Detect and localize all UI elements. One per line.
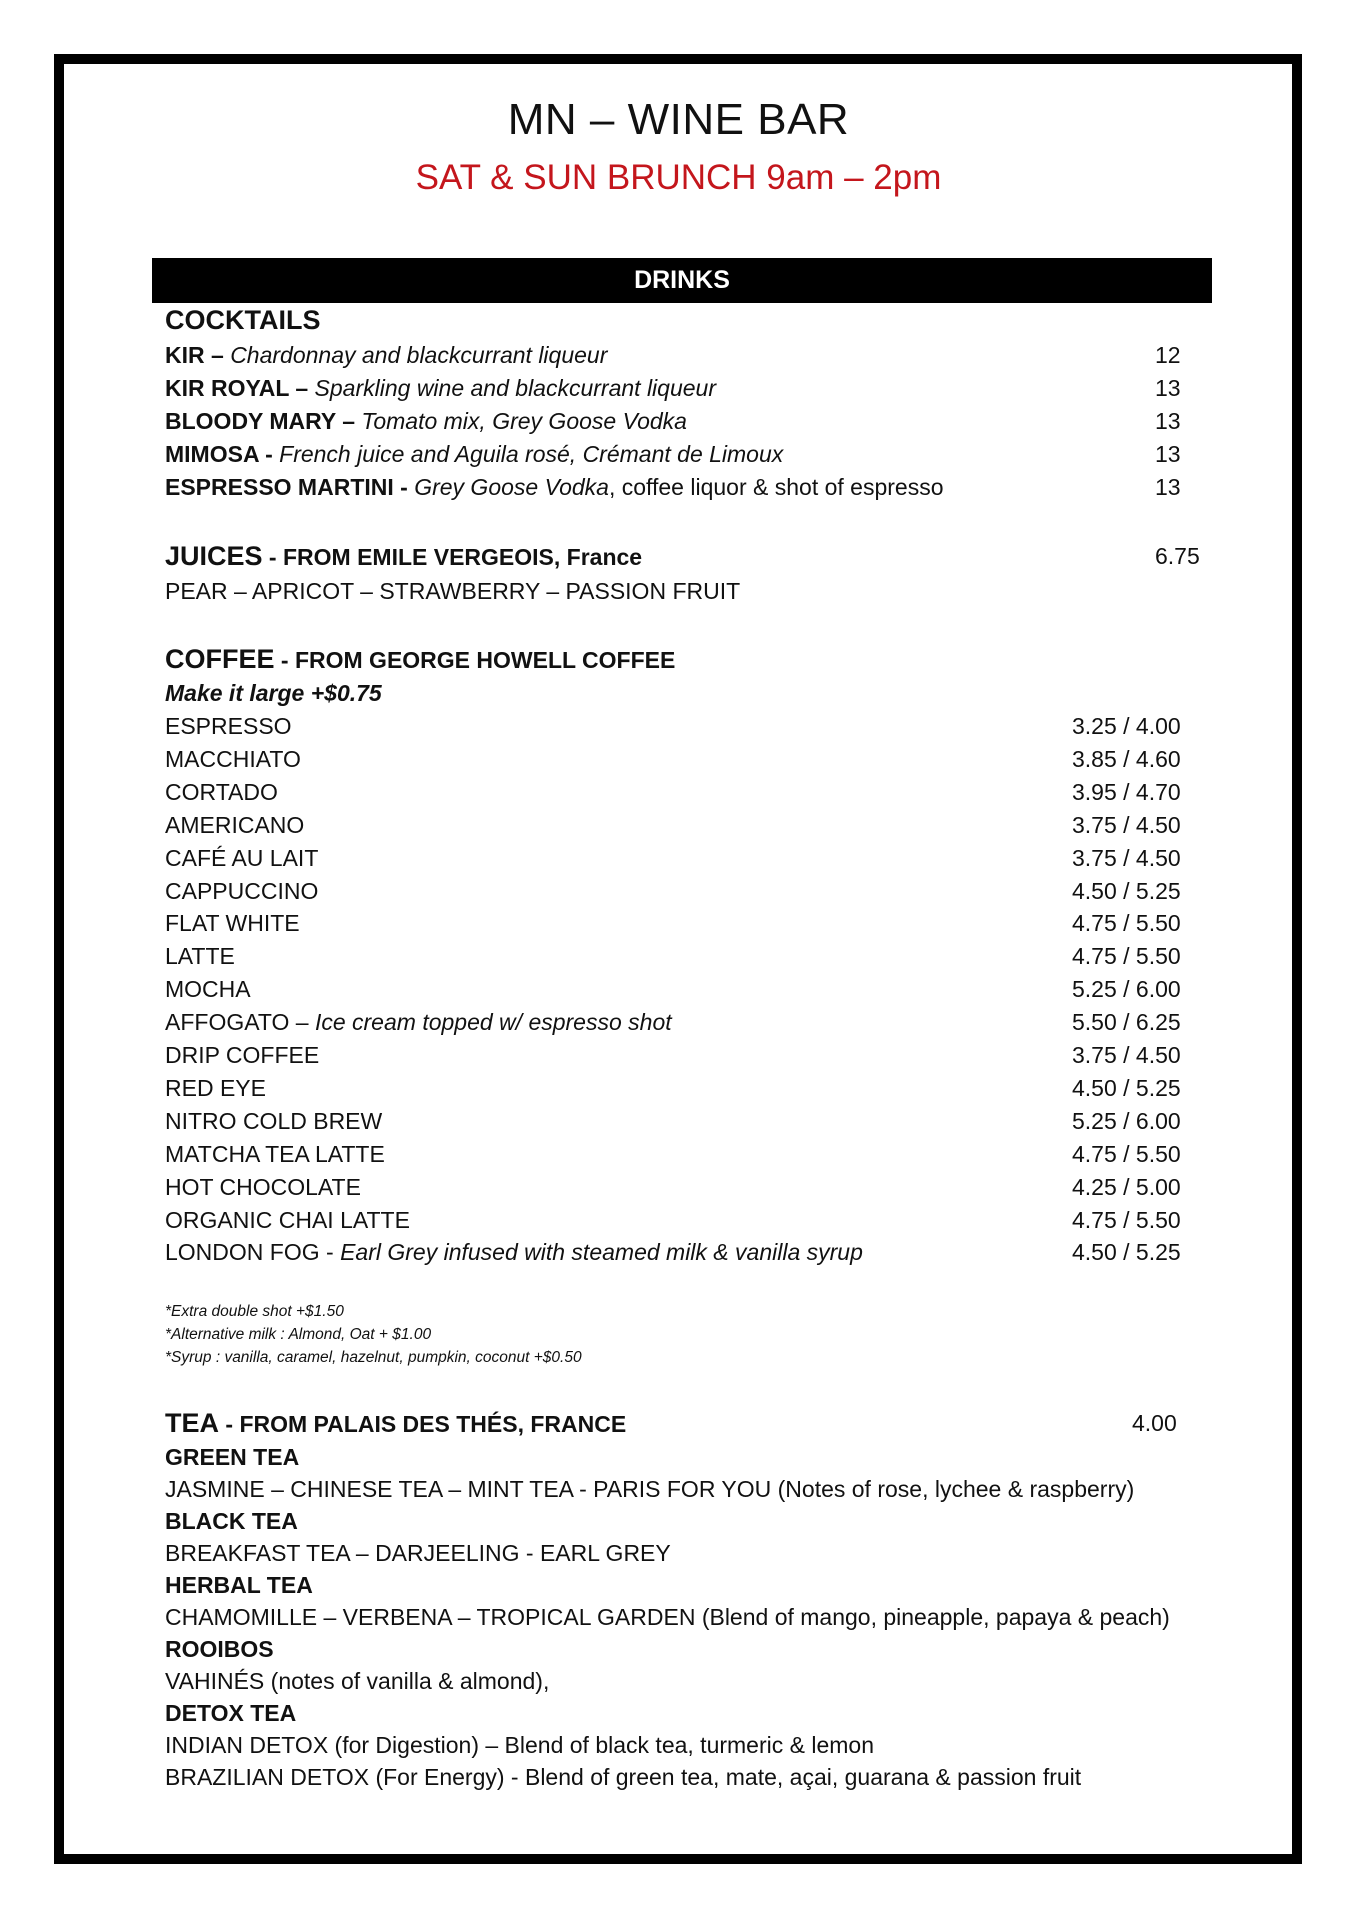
tea-group-name: HERBAL TEA xyxy=(165,1572,313,1598)
item-name: MOCHA xyxy=(165,976,251,1003)
item-price: 4.75 / 5.50 xyxy=(1072,910,1181,937)
item-name: AFFOGATO – xyxy=(165,1009,315,1036)
coffee-item xyxy=(165,842,318,874)
item-price: 4.75 / 5.50 xyxy=(1072,943,1181,970)
cocktail-item xyxy=(165,339,607,371)
coffee-item xyxy=(165,1039,319,1071)
tea-group-items: INDIAN DETOX (for Digestion) – Blend of black tea, turmeric & lemon xyxy=(165,1732,875,1758)
juices-price: 6.75 xyxy=(1155,543,1200,569)
cocktail-item xyxy=(165,405,687,437)
item-price: 4.50 / 5.25 xyxy=(1072,1239,1181,1266)
coffee-item xyxy=(165,1072,266,1104)
item-price: 12 xyxy=(1155,342,1181,368)
coffee-item xyxy=(165,1105,382,1137)
tea-group-items: BRAZILIAN DETOX (For Energy) - Blend of green tea, mate, açai, guarana & passion fruit xyxy=(165,1764,1082,1790)
item-description: Sparkling wine and blackcurrant liqueur xyxy=(314,375,716,401)
item-name: NITRO COLD BREW xyxy=(165,1107,383,1134)
item-name: DRIP COFFEE xyxy=(165,1042,320,1068)
item-price: 3.95 / 4.70 xyxy=(1072,778,1181,805)
coffee-item xyxy=(165,1138,385,1170)
juices-heading xyxy=(165,540,642,572)
coffee-heading xyxy=(165,643,675,675)
item-description: Grey Goose Vodka xyxy=(414,474,609,500)
coffee-item xyxy=(165,1006,672,1038)
tea-price: 4.00 xyxy=(1132,1410,1177,1436)
item-price: 4.50 / 5.25 xyxy=(1072,1074,1181,1101)
cocktail-item xyxy=(165,471,944,503)
coffee-item xyxy=(165,875,318,907)
page-title: MN – WINE BAR xyxy=(507,95,850,144)
item-name: CAFÉ AU LAIT xyxy=(165,844,319,871)
coffee-item xyxy=(165,809,304,841)
item-description: Chardonnay and blackcurrant liqueur xyxy=(230,342,608,368)
coffee-note: *Alternative milk : Almond, Oat + $1.00 xyxy=(165,1326,432,1343)
item-description-extra: , coffee liquor & shot of espresso xyxy=(608,474,944,500)
coffee-item xyxy=(165,940,235,972)
tea-group-name: DETOX TEA xyxy=(165,1700,297,1726)
tea-title: TEA xyxy=(165,1408,219,1438)
item-name: AMERICANO xyxy=(165,811,305,838)
item-description: French juice and Aguila rosé, Crémant de Limoux xyxy=(279,441,784,467)
coffee-title: COFFEE xyxy=(165,644,275,674)
coffee-source: - FROM GEORGE HOWELL COFFEE xyxy=(274,647,676,673)
cocktail-item xyxy=(165,372,716,404)
coffee-item xyxy=(165,1236,863,1268)
coffee-item xyxy=(165,1171,361,1203)
item-price: 3.25 / 4.00 xyxy=(1072,713,1181,739)
coffee-large-note: Make it large +$0.75 xyxy=(165,680,382,706)
tea-group-name: BLACK TEA xyxy=(165,1508,298,1534)
item-price: 5.50 / 6.25 xyxy=(1072,1009,1181,1036)
juices-source: - FROM EMILE VERGEOIS, France xyxy=(262,544,643,570)
coffee-note: *Syrup : vanilla, caramel, hazelnut, pumpkin, coconut +$0.50 xyxy=(165,1349,582,1366)
item-description: Tomato mix, Grey Goose Vodka xyxy=(361,408,687,434)
cocktail-item xyxy=(165,438,783,470)
item-name: HOT CHOCOLATE xyxy=(165,1173,361,1200)
item-price: 3.75 / 4.50 xyxy=(1072,811,1181,838)
item-price: 4.25 / 5.00 xyxy=(1072,1173,1181,1200)
item-price: 4.75 / 5.50 xyxy=(1072,1140,1181,1167)
item-price: 13 xyxy=(1155,474,1181,500)
item-name: MATCHA TEA LATTE xyxy=(165,1140,385,1167)
item-name: MIMOSA - xyxy=(165,441,280,467)
item-price: 4.50 / 5.25 xyxy=(1072,877,1181,904)
coffee-item xyxy=(165,973,251,1005)
item-name: RED EYE xyxy=(165,1074,266,1101)
section-bar-drinks: DRINKS xyxy=(152,258,1212,303)
coffee-item xyxy=(165,743,301,775)
coffee-item xyxy=(165,710,292,742)
item-price: 4.75 / 5.50 xyxy=(1072,1206,1181,1233)
item-name: LONDON FOG - xyxy=(165,1239,341,1266)
item-price: 5.25 / 6.00 xyxy=(1072,976,1181,1003)
tea-heading xyxy=(165,1407,626,1439)
tea-group-items: VAHINÉS (notes of vanilla & almond), xyxy=(165,1668,550,1694)
item-description: Earl Grey infused with steamed milk & vanilla syrup xyxy=(340,1239,863,1266)
juices-flavors: PEAR – APRICOT – STRAWBERRY – PASSION FRUIT xyxy=(165,578,741,604)
item-name: ESPRESSO MARTINI - xyxy=(165,474,415,500)
page-subtitle: SAT & SUN BRUNCH 9am – 2pm xyxy=(415,158,942,197)
cocktails-heading: COCKTAILS xyxy=(165,305,321,335)
coffee-item xyxy=(165,907,300,939)
tea-source: - FROM PALAIS DES THÉS, FRANCE xyxy=(219,1411,627,1437)
item-price: 13 xyxy=(1155,441,1181,467)
tea-group-items: JASMINE – CHINESE TEA – MINT TEA - PARIS FOR YOU (Notes of rose, lychee & raspberry) xyxy=(165,1476,1135,1502)
item-name: CAPPUCCINO xyxy=(165,877,319,904)
item-name: FLAT WHITE xyxy=(165,910,300,937)
item-name: BLOODY MARY – xyxy=(165,408,362,434)
item-price: 13 xyxy=(1155,408,1181,434)
item-name: CORTADO xyxy=(165,778,278,805)
tea-group-items: CHAMOMILLE – VERBENA – TROPICAL GARDEN (Blend of mango, pineapple, papaya & peach) xyxy=(165,1604,1170,1630)
item-name: KIR – xyxy=(165,342,231,368)
coffee-item xyxy=(165,1204,410,1236)
tea-group-name: GREEN TEA xyxy=(165,1444,300,1470)
item-price: 3.75 / 4.50 xyxy=(1072,1042,1181,1068)
juices-title: JUICES xyxy=(165,541,263,571)
item-price: 13 xyxy=(1155,375,1181,401)
item-name: LATTE xyxy=(165,943,235,970)
item-name: ESPRESSO xyxy=(165,713,292,739)
item-price: 3.85 / 4.60 xyxy=(1072,745,1181,772)
coffee-note: *Extra double shot +$1.50 xyxy=(165,1303,344,1320)
item-name: KIR ROYAL – xyxy=(165,375,315,401)
tea-group-name: ROOIBOS xyxy=(165,1636,274,1662)
tea-group-items: BREAKFAST TEA – DARJEELING - EARL GREY xyxy=(165,1540,671,1566)
item-description: Ice cream topped w/ espresso shot xyxy=(314,1009,672,1036)
coffee-item xyxy=(165,776,278,808)
item-price: 5.25 / 6.00 xyxy=(1072,1107,1181,1134)
item-price: 3.75 / 4.50 xyxy=(1072,844,1181,871)
item-name: ORGANIC CHAI LATTE xyxy=(165,1206,410,1233)
item-name: MACCHIATO xyxy=(165,745,301,772)
